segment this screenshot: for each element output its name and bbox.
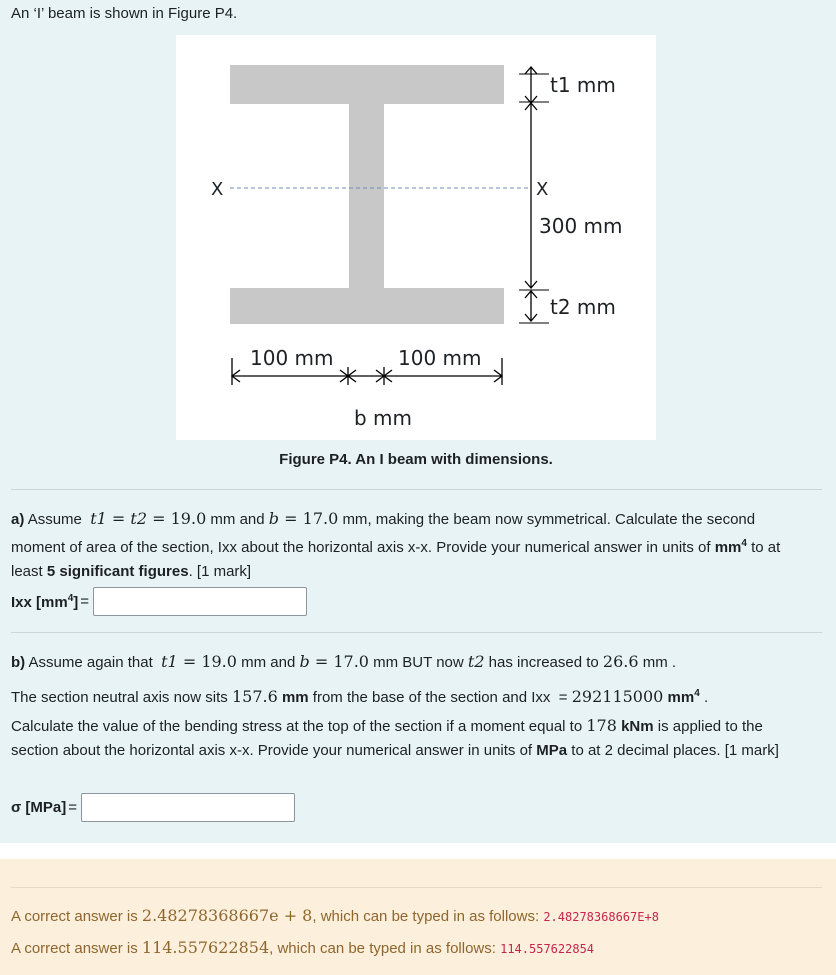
part-b-answer-row: σ [MPa] = (11, 793, 295, 822)
correct-answer-line-1: A correct answer is 2.48278368667e + 8, which can be typed in as follows: 2.48278368667E+8 (11, 906, 659, 925)
divider (11, 489, 822, 490)
left-width-label: 100 mm (250, 346, 334, 370)
stress-answer-input[interactable] (81, 793, 295, 822)
figure-caption: Figure P4. An I beam with dimensions. (279, 451, 553, 468)
right-width-label: 100 mm (398, 346, 482, 370)
divider (11, 887, 822, 888)
axis-left-label: X (211, 179, 224, 200)
ixx-answer-input[interactable] (93, 587, 307, 616)
bottom-flange (230, 288, 504, 324)
feedback-panel (0, 859, 836, 975)
t1-dimension-arrow (525, 67, 537, 103)
web (349, 104, 384, 288)
intro-text: An ‘I’ beam is shown in Figure P4. (11, 5, 238, 22)
divider (11, 632, 822, 633)
figure-p4 (176, 35, 656, 440)
part-a-text: a) Assume t1 = t2 = 19.0 mm and b = 17.0 mm, making the beam now symmetrical. Calculate the second moment of area of the section, Ixx about the horizontal axis x-x. Provide your numerical answer in units of $mm^4$ to at least 5 significant figures. [1 mark] (11, 509, 781, 580)
part-b-line-2: The section neutral axis now sits 157.6 mm from the base of the section and Ixx = 292115000 $mm^4$ . (11, 687, 709, 706)
t2-dimension-arrow (525, 291, 537, 321)
web-label: b mm (354, 406, 413, 430)
t2-label: t2 mm (550, 295, 616, 319)
i-beam-diagram (176, 35, 656, 440)
part-b-line-3: Calculate the value of the bending stress at the top of the section if a moment equal to 178 kNm is applied to the section about the horizontal axis x-x. Provide your numerical answer in units of MPa to at 2 decimal places. [1 mark] (11, 716, 779, 759)
axis-right-label: X (536, 179, 549, 200)
height-label: 300 mm (539, 214, 623, 238)
correct-answer-line-2: A correct answer is 114.557622854, which can be typed in as follows: 114.557622854 (11, 938, 595, 957)
t1-label: t1 mm (550, 73, 616, 97)
stress-answer-label: σ [MPa] (11, 799, 67, 816)
top-flange (230, 65, 504, 104)
ixx-answer-label: Ixx $[mm^4]$ (11, 592, 79, 611)
part-a-answer-row: Ixx $[mm^4]$ = (11, 587, 307, 616)
part-b-line-1: b) Assume again that t1 = 19.0 mm and b = 17.0 mm BUT now t2 has increased to 26.6 mm . (11, 652, 677, 671)
